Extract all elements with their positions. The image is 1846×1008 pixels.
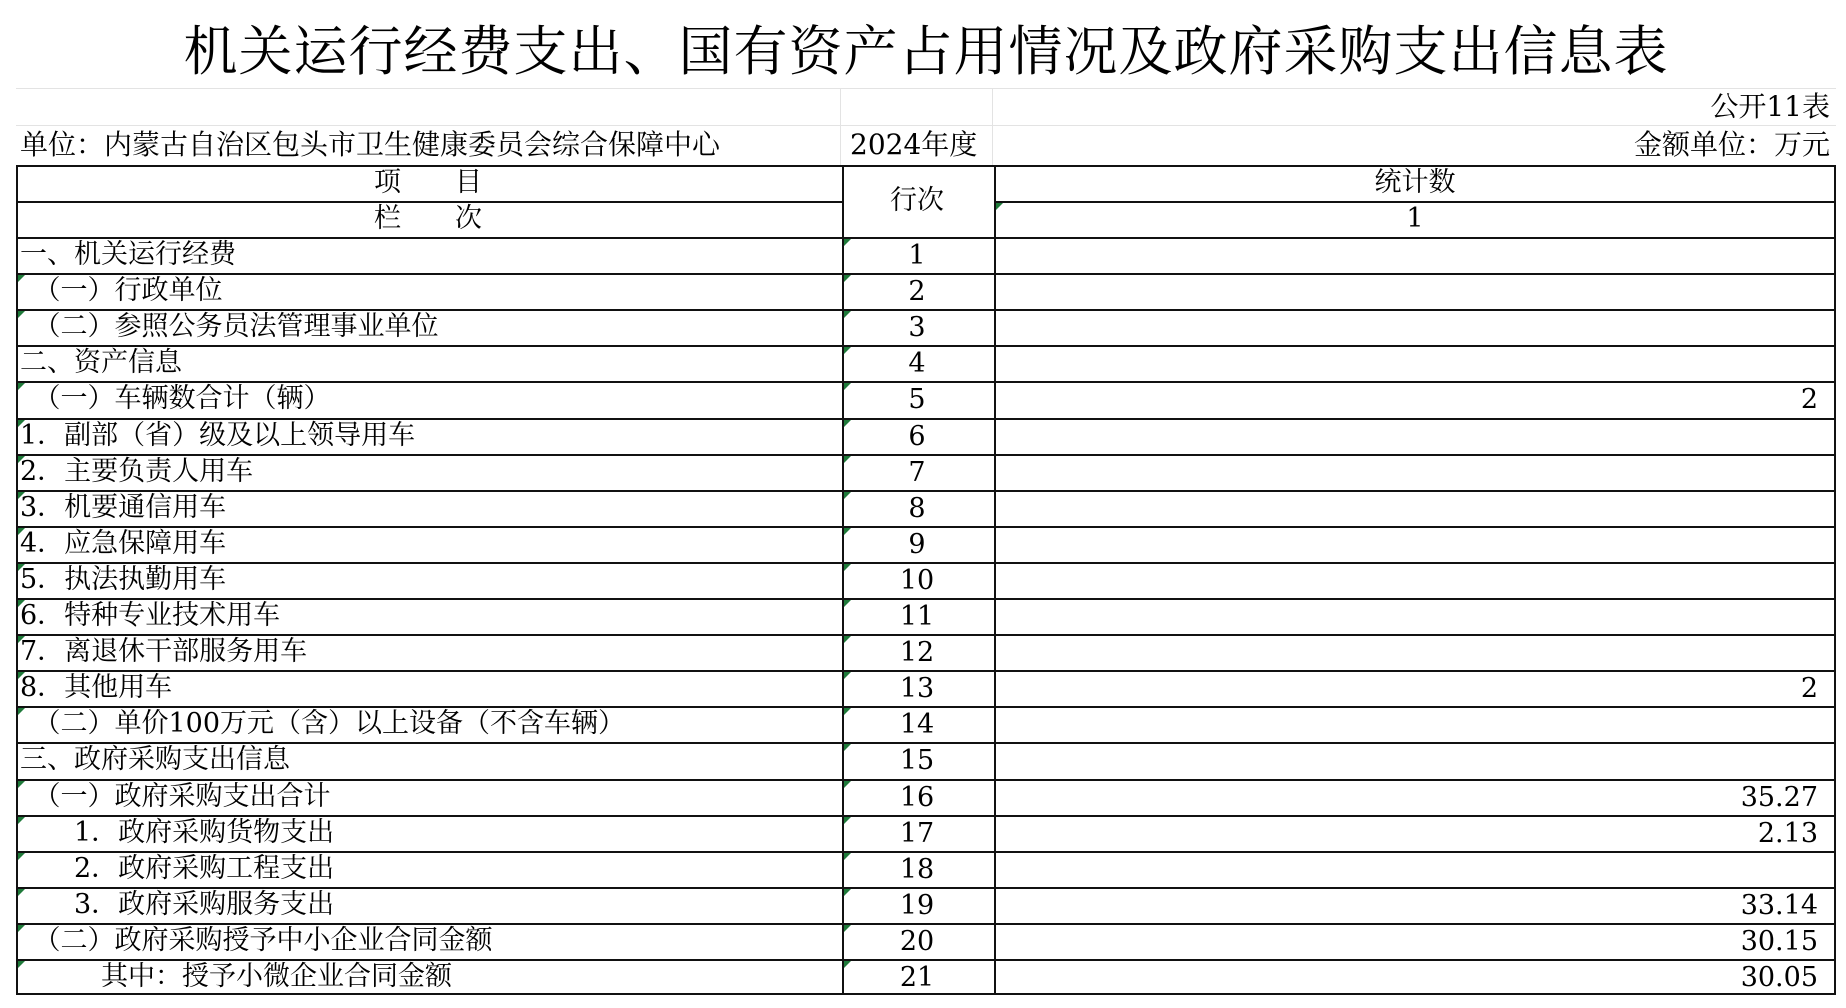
table-divider	[16, 381, 1836, 383]
cell-indicator-icon	[844, 781, 851, 788]
table-divider	[16, 959, 1836, 961]
row-line-number: 18	[899, 853, 935, 885]
gridline	[992, 88, 993, 165]
cell-indicator-icon	[844, 708, 851, 715]
cell-indicator-icon	[18, 961, 25, 968]
header-stat: 统计数	[1374, 167, 1456, 198]
row-item-label: （一）车辆数合计（辆）	[20, 383, 331, 415]
table-divider	[16, 562, 1836, 564]
header-column-label: 栏 次	[374, 203, 482, 234]
row-line-number: 14	[899, 709, 935, 741]
row-value: 30.15	[1740, 925, 1818, 957]
table-divider	[16, 670, 1836, 672]
cell-indicator-icon	[844, 636, 851, 643]
row-item-label: 1．副部（省）级及以上领导用车	[20, 419, 416, 451]
row-line-number: 2	[908, 276, 926, 308]
row-value: 2	[1800, 673, 1818, 705]
cell-indicator-icon	[18, 672, 25, 679]
row-line-number: 10	[899, 564, 935, 596]
cell-indicator-icon	[844, 961, 851, 968]
table-divider	[842, 165, 844, 995]
table-divider	[16, 273, 1836, 275]
table-divider	[16, 418, 1836, 420]
cell-indicator-icon	[844, 564, 851, 571]
row-value: 33.14	[1740, 889, 1818, 921]
cell-indicator-icon	[844, 420, 851, 427]
table-divider	[16, 706, 1836, 708]
row-item-label: （一）行政单位	[20, 275, 223, 307]
cell-indicator-icon	[844, 853, 851, 860]
row-line-number: 4	[908, 348, 926, 380]
row-line-number: 15	[899, 745, 935, 777]
form-number: 公开11表	[1710, 90, 1830, 123]
row-item-label: 5．执法执勤用车	[20, 563, 227, 595]
cell-indicator-icon	[844, 672, 851, 679]
row-line-number: 6	[908, 420, 926, 452]
cell-indicator-icon	[18, 492, 25, 499]
header-column-number: 1	[1406, 203, 1424, 234]
cell-indicator-icon	[18, 925, 25, 932]
row-item-label: 一、机关运行经费	[20, 239, 236, 270]
table-divider	[16, 454, 1836, 456]
cell-indicator-icon	[996, 203, 1003, 210]
amount-unit-label: 金额单位：万元	[1633, 128, 1830, 161]
cell-indicator-icon	[844, 239, 851, 246]
row-item-label: （二）单价100万元（含）以上设备（不含车辆）	[20, 708, 626, 740]
row-item-label: 8．其他用车	[20, 672, 173, 704]
cell-indicator-icon	[844, 600, 851, 607]
table-divider	[16, 201, 842, 203]
table-divider	[994, 201, 1836, 203]
cell-indicator-icon	[844, 889, 851, 896]
table-divider	[16, 165, 18, 995]
gridline	[840, 88, 841, 165]
row-item-label: 7．离退休干部服务用车	[20, 636, 308, 668]
cell-indicator-icon	[844, 311, 851, 318]
row-line-number: 1	[908, 240, 926, 271]
cell-indicator-icon	[18, 889, 25, 896]
year-label: 2024年度	[850, 128, 978, 161]
cell-indicator-icon	[844, 383, 851, 390]
row-line-number: 8	[908, 492, 926, 524]
cell-indicator-icon	[18, 708, 25, 715]
row-item-label: 2．政府采购工程支出	[20, 852, 335, 884]
table-divider	[16, 490, 1836, 492]
row-line-number: 7	[908, 456, 926, 488]
row-item-label: 3．机要通信用车	[20, 491, 227, 523]
row-item-label: 1．政府采购货物支出	[20, 816, 335, 848]
table-divider	[16, 851, 1836, 853]
cell-indicator-icon	[18, 275, 25, 282]
row-value: 35.27	[1740, 781, 1818, 813]
row-line-number: 17	[899, 817, 935, 849]
table-divider	[1834, 165, 1836, 995]
cell-indicator-icon	[844, 492, 851, 499]
row-value: 2.13	[1757, 817, 1818, 849]
cell-indicator-icon	[18, 456, 25, 463]
cell-indicator-icon	[18, 311, 25, 318]
cell-indicator-icon	[844, 347, 851, 354]
row-line-number: 19	[899, 889, 935, 921]
cell-indicator-icon	[18, 853, 25, 860]
header-line-number: 行次	[890, 185, 944, 216]
row-item-label: 6．特种专业技术用车	[20, 600, 281, 631]
page-title: 机关运行经费支出、国有资产占用情况及政府采购支出信息表	[183, 20, 1669, 83]
row-item-label: 二、资产信息	[20, 347, 182, 379]
table-divider	[16, 815, 1836, 817]
table-divider	[16, 634, 1836, 636]
row-item-label: 2．主要负责人用车	[20, 455, 254, 487]
gridline	[16, 125, 1836, 126]
row-line-number: 3	[908, 312, 926, 344]
row-item-label: 4．应急保障用车	[20, 527, 227, 559]
cell-indicator-icon	[18, 420, 25, 427]
table-divider	[994, 165, 996, 995]
row-item-label: （一）政府采购支出合计	[20, 780, 331, 812]
cell-indicator-icon	[844, 528, 851, 535]
cell-indicator-icon	[18, 383, 25, 390]
data-table	[16, 165, 1836, 995]
cell-indicator-icon	[844, 925, 851, 932]
cell-indicator-icon	[18, 817, 25, 824]
cell-indicator-icon	[844, 275, 851, 282]
row-value: 30.05	[1740, 962, 1818, 993]
row-item-label: （二）政府采购授予中小企业合同金额	[20, 924, 493, 956]
header-item: 项 目	[374, 167, 482, 198]
row-line-number: 5	[908, 384, 926, 416]
table-divider	[16, 887, 1836, 889]
row-line-number: 9	[908, 528, 926, 560]
cell-indicator-icon	[18, 636, 25, 643]
cell-indicator-icon	[844, 744, 851, 751]
table-divider	[16, 923, 1836, 925]
table-divider	[16, 779, 1836, 781]
table-divider	[16, 526, 1836, 528]
row-line-number: 16	[899, 781, 935, 813]
row-item-label: （二）参照公务员法管理事业单位	[20, 311, 439, 343]
cell-indicator-icon	[18, 781, 25, 788]
cell-indicator-icon	[18, 528, 25, 535]
table-divider	[16, 993, 1836, 995]
cell-indicator-icon	[18, 564, 25, 571]
row-line-number: 21	[899, 962, 935, 993]
cell-indicator-icon	[18, 600, 25, 607]
cell-indicator-icon	[844, 817, 851, 824]
table-divider	[16, 345, 1836, 347]
row-value: 2	[1800, 384, 1818, 416]
cell-indicator-icon	[844, 456, 851, 463]
table-divider	[16, 598, 1836, 600]
table-divider	[16, 237, 1836, 239]
table-divider	[16, 165, 1836, 167]
row-line-number: 12	[899, 637, 935, 669]
table-divider	[16, 309, 1836, 311]
row-line-number: 20	[899, 925, 935, 957]
row-line-number: 11	[899, 601, 935, 632]
row-item-label: 3．政府采购服务支出	[20, 888, 335, 920]
row-item-label: 三、政府采购支出信息	[20, 744, 290, 776]
row-line-number: 13	[899, 673, 935, 705]
table-divider	[16, 742, 1836, 744]
unit-label: 单位：内蒙古自治区包头市卫生健康委员会综合保障中心	[20, 128, 721, 161]
row-item-label: 其中：授予小微企业合同金额	[20, 961, 452, 992]
